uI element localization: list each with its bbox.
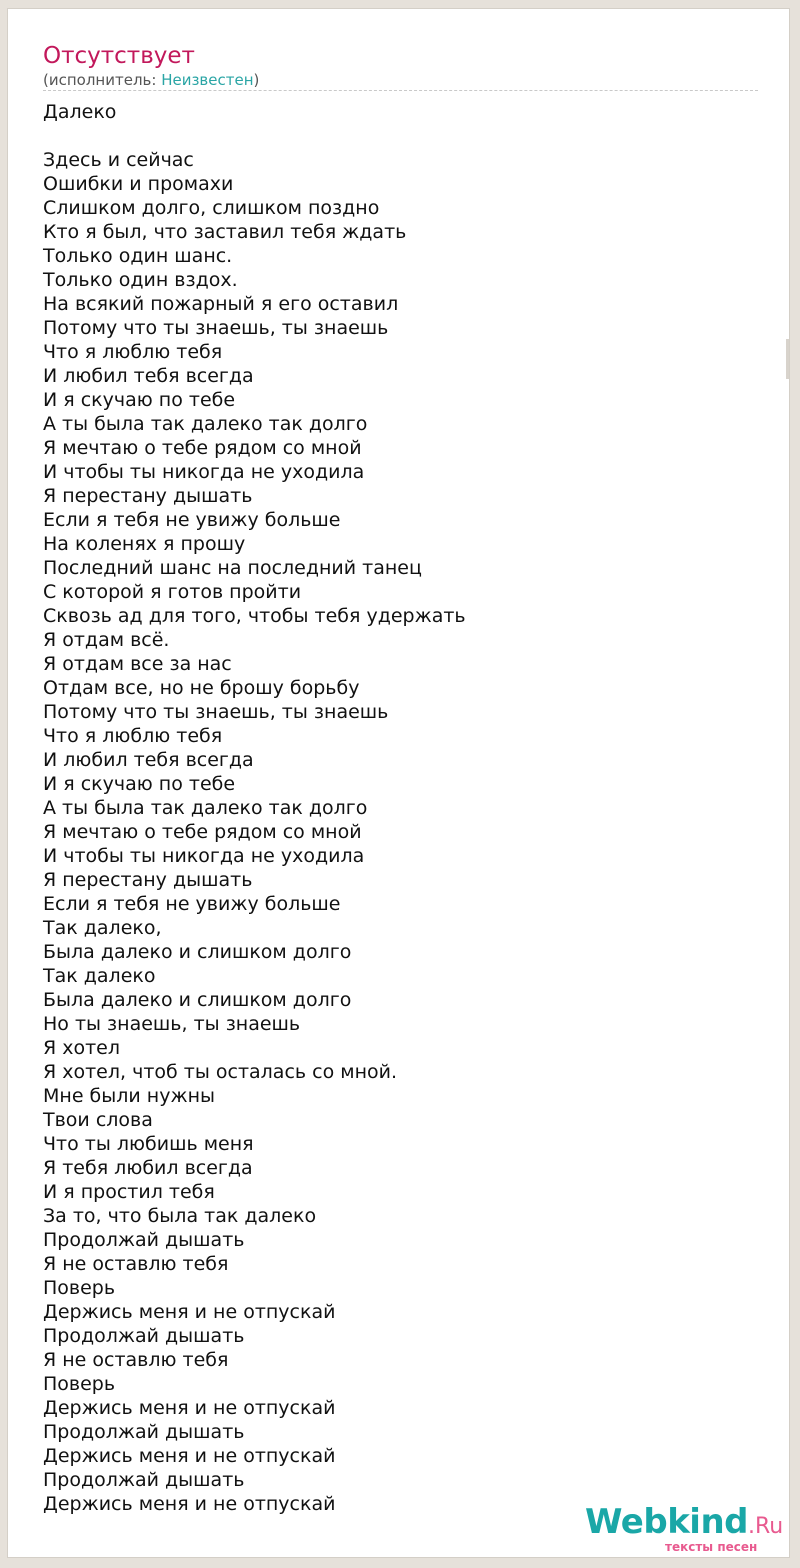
- lyric-line: И чтобы ты никогда не уходила: [43, 461, 365, 483]
- lyric-line: Сквозь ад для того, чтобы тебя удержать: [43, 605, 466, 627]
- lyric-line: Я отдам все за нас: [43, 653, 232, 675]
- scroll-hint: [786, 339, 789, 379]
- lyric-line: И чтобы ты никогда не уходила: [43, 845, 365, 867]
- lyric-line: На всякий пожарный я его оставил: [43, 293, 399, 315]
- lyric-line: А ты была так далеко так долго: [43, 413, 368, 435]
- lyric-line: И любил тебя всегда: [43, 365, 254, 387]
- artist-line: [43, 71, 259, 89]
- lyric-line: На коленях я прошу: [43, 533, 246, 555]
- lyric-line: Поверь: [43, 1373, 116, 1395]
- lyric-line: Я мечтаю о тебе рядом со мной: [43, 821, 362, 843]
- lyric-line: Была далеко и слишком долго: [43, 941, 352, 963]
- lyric-line: Отдам все, но не брошу борьбу: [43, 677, 360, 699]
- lyric-line: Но ты знаешь, ты знаешь: [43, 1013, 301, 1035]
- lyric-line: С которой я готов пройти: [43, 581, 302, 603]
- lyric-line: Что я люблю тебя: [43, 341, 223, 363]
- lyric-line: И я скучаю по тебе: [43, 389, 236, 411]
- lyric-line: А ты была так далеко так долго: [43, 797, 368, 819]
- lyric-line: [43, 124, 466, 148]
- lyric-line: Была далеко и слишком долго: [43, 989, 352, 1011]
- lyric-line: Далеко: [43, 101, 117, 123]
- lyric-line: И я скучаю по тебе: [43, 773, 236, 795]
- artist-link[interactable]: Неизвестен: [161, 71, 254, 89]
- lyric-line: Продолжай дышать: [43, 1229, 245, 1251]
- lyric-line: Я хотел: [43, 1037, 121, 1059]
- lyric-line: За то, что была так далеко: [43, 1205, 317, 1227]
- logo-suffix: .Ru: [748, 1514, 784, 1539]
- artist-prefix: (исполнитель:: [43, 71, 162, 89]
- lyric-line: Только один вздох.: [43, 269, 238, 291]
- lyric-line: Продолжай дышать: [43, 1325, 245, 1347]
- logo-tagline: тексты песен: [665, 1540, 758, 1554]
- lyric-line: Держись меня и не отпускай: [43, 1493, 336, 1515]
- lyrics-page: [7, 8, 790, 1558]
- artist-suffix: ): [253, 71, 260, 89]
- lyric-line: Держись меня и не отпускай: [43, 1445, 336, 1467]
- lyric-line: Кто я был, что заставил тебя ждать: [43, 221, 407, 243]
- lyric-line: Мне были нужны: [43, 1085, 216, 1107]
- lyric-line: Твои слова: [43, 1109, 153, 1131]
- lyric-line: Я не оставлю тебя: [43, 1253, 229, 1275]
- lyric-line: Только один шанс.: [43, 245, 233, 267]
- lyric-line: Я перестану дышать: [43, 485, 253, 507]
- lyric-line: Я тебя любил всегда: [43, 1157, 253, 1179]
- lyric-line: Так далеко,: [43, 917, 162, 939]
- lyric-line: Продолжай дышать: [43, 1421, 245, 1443]
- song-title: Отсутствует: [43, 43, 195, 69]
- lyrics-text: [43, 100, 466, 1516]
- logo-main-text: Webkind: [585, 1502, 748, 1542]
- lyric-line: Ошибки и промахи: [43, 173, 234, 195]
- lyric-line: Так далеко: [43, 965, 156, 987]
- lyric-line: Я перестану дышать: [43, 869, 253, 891]
- lyric-line: Держись меня и не отпускай: [43, 1301, 336, 1323]
- lyric-line: Я не оставлю тебя: [43, 1349, 229, 1371]
- site-logo[interactable]: [585, 1502, 784, 1557]
- lyric-line: Держись меня и не отпускай: [43, 1397, 336, 1419]
- lyric-line: Я отдам всё.: [43, 629, 170, 651]
- lyric-line: Здесь и сейчас: [43, 149, 194, 171]
- divider: [43, 90, 758, 91]
- lyric-line: Что я люблю тебя: [43, 725, 223, 747]
- lyric-line: Потому что ты знаешь, ты знаешь: [43, 317, 389, 339]
- lyric-line: Потому что ты знаешь, ты знаешь: [43, 701, 389, 723]
- lyric-line: И любил тебя всегда: [43, 749, 254, 771]
- lyric-line: Если я тебя не увижу больше: [43, 893, 341, 915]
- lyric-line: Я мечтаю о тебе рядом со мной: [43, 437, 362, 459]
- lyric-line: Последний шанс на последний танец: [43, 557, 422, 579]
- lyric-line: Слишком долго, слишком поздно: [43, 197, 380, 219]
- lyric-line: Продолжай дышать: [43, 1469, 245, 1491]
- lyric-line: Что ты любишь меня: [43, 1133, 254, 1155]
- lyric-line: Если я тебя не увижу больше: [43, 509, 341, 531]
- lyric-line: И я простил тебя: [43, 1181, 215, 1203]
- lyric-line: Поверь: [43, 1277, 116, 1299]
- lyric-line: Я хотел, чтоб ты осталась со мной.: [43, 1061, 398, 1083]
